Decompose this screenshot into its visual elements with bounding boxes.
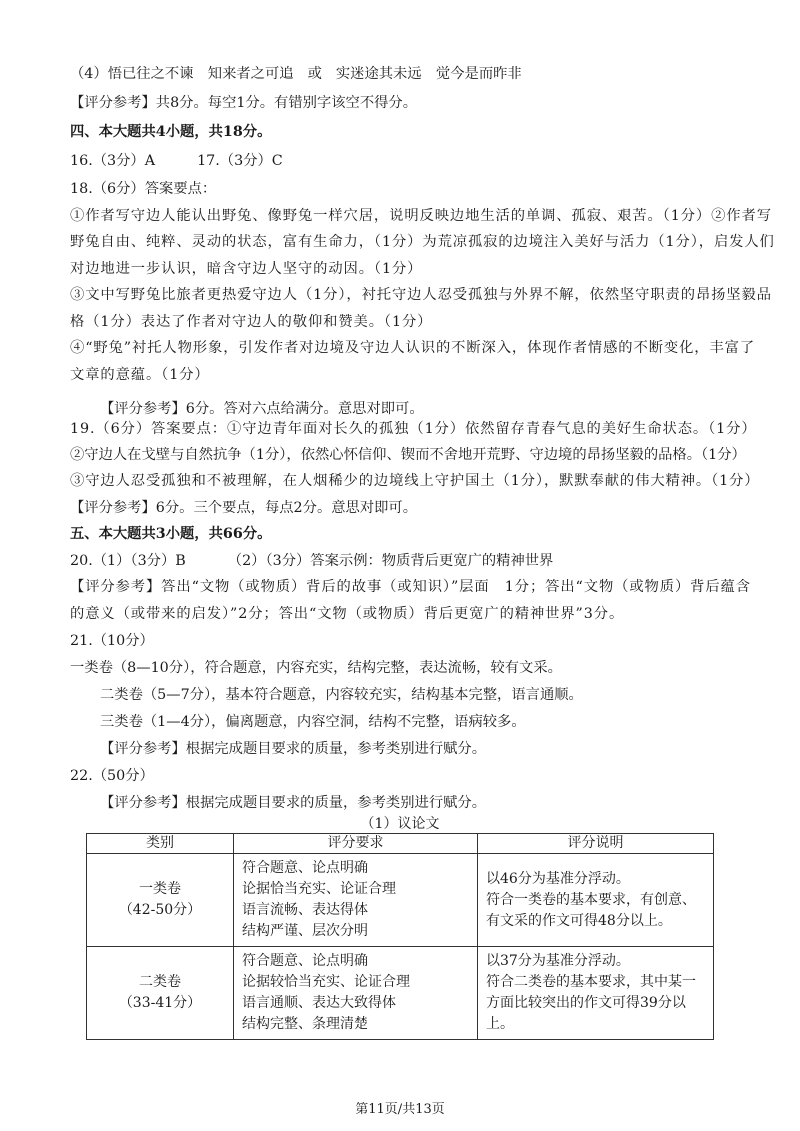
requirement-item: 语言通顺、表达大致得体	[242, 995, 396, 1011]
q19-line: ②守边人在戈壁与自然抗争（1分），依然心怀信仰、锲而不舍地开荒野、守边境的昂扬坚毅的品格。（1分）	[70, 447, 746, 463]
q20-scoring-note: 的意义（或带来的启发）”2分；答出“文物（或物质）背后更宽广的精神世界”3分。	[70, 606, 625, 622]
note-line: 以46分为基准分浮动。	[486, 870, 630, 887]
notes-cell	[478, 854, 714, 947]
column-header-requirements: 评分要求	[234, 834, 478, 854]
category-name: 二类卷	[139, 974, 181, 990]
section-5-title: 五、本大题共3小题，共66分。	[70, 526, 272, 542]
note-line: 以37分为基准分浮动。	[486, 953, 630, 969]
table-row	[87, 854, 714, 947]
q15-4-second-pair: 实迷途其未远 觉今是而昨非	[335, 66, 522, 82]
note-line: 有文采的作文可得48分以上。	[486, 912, 672, 929]
q15-4-or: 或	[307, 66, 322, 82]
q18-point-line: 格（1分）表达了作者对守边人的敬仰和赞美。（1分）	[70, 314, 433, 330]
q21-grade-line: 一类卷（8—10分），符合题意，内容充实，结构完整，表达流畅，较有文采。	[70, 660, 562, 676]
requirements-cell	[234, 947, 478, 1040]
note-line: 上。	[486, 1016, 514, 1032]
q15-4-line	[70, 64, 522, 84]
q18-point-line: 野兔自由、纯粹、灵动的状态，富有生命力，（1分）为荒凉孤寂的边境注入美好与活力（1分），启发人们	[70, 234, 775, 250]
q19-line: 19.（6分）答案要点：①守边青年面对长久的孤独（1分）依然留存青春气息的美好生命状态。（1分）	[70, 421, 757, 437]
q20-part2: （2）（3分）答案示例：物质背后更宽广的精神世界	[227, 553, 554, 569]
q18-heading: 18.（6分）答案要点：	[70, 181, 217, 197]
table-header-row	[87, 834, 714, 854]
q22-scoring-note: 【评分参考】根据完成题目要求的质量，参考类别进行赋分。	[100, 795, 487, 811]
requirement-item: 语言流畅、表达得体	[242, 902, 368, 918]
q18-point-line: ④“野兔”衬托人物形象，引发作者对边境及守边人认识的不断深入，体现作者情感的不断变化，丰富了	[70, 340, 756, 356]
category-range: （42-50分）	[118, 902, 202, 918]
q20-line	[70, 551, 553, 571]
requirement-item: 结构严谨、层次分明	[242, 923, 368, 939]
requirement-item: 符合题意、论点明确	[242, 860, 368, 876]
note-line: 方面比较突出的作文可得39分以	[486, 995, 686, 1011]
grading-table	[86, 833, 714, 1040]
section-4-title: 四、本大题共4小题，共18分。	[70, 124, 272, 140]
q17-answer: 17.（3分）C	[197, 153, 283, 169]
q18-point-line: ①作者写守边人能认出野兔、像野兔一样穴居，说明反映边地生活的单调、孤寂、艰苦。（1分）②作者写	[70, 208, 772, 224]
q15-scoring-note: 【评分参考】共8分。每空1分。有错别字该空不得分。	[70, 95, 418, 111]
requirement-item: 符合题意、论点明确	[242, 953, 368, 969]
q21-heading: 21.（10分）	[70, 633, 154, 649]
category-range: （33-41分）	[118, 995, 202, 1011]
q20-part1: 20.（1）（3分）B	[70, 553, 186, 569]
notes-cell	[478, 947, 714, 1040]
q15-4-first-pair: （4）悟已往之不谏 知来者之可追	[70, 66, 294, 82]
q16-q17-line	[70, 151, 283, 171]
page-number: 第11页/共13页	[355, 1102, 445, 1117]
q18-point-line: 对边地进一步认识，暗含守边人坚守的动因。（1分）	[70, 261, 423, 277]
q16-answer: 16.（3分）A	[70, 153, 156, 169]
requirement-item: 结构完整、条理清楚	[242, 1016, 368, 1032]
table-caption: （1）议论文	[360, 816, 440, 832]
q21-grade-line: 三类卷（1—4分），偏离题意，内容空洞，结构不完整，语病较多。	[100, 714, 526, 730]
q22-heading: 22.（50分）	[70, 768, 154, 784]
q19-scoring-note: 【评分参考】6分。三个要点，每点2分。意思对即可。	[70, 500, 418, 516]
category-cell	[87, 947, 234, 1040]
column-header-notes: 评分说明	[478, 834, 714, 854]
note-line: 符合一类卷的基本要求，有创意、	[486, 891, 696, 908]
q19-line: ③守边人忍受孤独和不被理解，在人烟稀少的边境线上守护国土（1分），默默奉献的伟大精神。（1分）	[70, 473, 760, 489]
note-line: 符合二类卷的基本要求，其中某一	[486, 974, 696, 990]
q18-point-line: 文章的意蕴。（1分）	[70, 367, 210, 383]
q18-point-line: ③文中写野兔比旅者更热爱守边人（1分），衬托守边人忍受孤独与外界不解，依然坚守职责的昂扬坚毅品	[70, 287, 772, 303]
table-row	[87, 947, 714, 1040]
q20-scoring-note: 【评分参考】答出“文物（或物质）背后的故事（或知识）”层面 1分；答出“文物（或物质）背后蕴含	[70, 579, 751, 595]
q18-scoring-note: 【评分参考】6分。答对六点给满分。意思对即可。	[100, 401, 424, 417]
requirements-cell	[234, 854, 478, 947]
q21-scoring-note: 【评分参考】根据完成题目要求的质量，参考类别进行赋分。	[100, 741, 487, 757]
column-header-category: 类别	[87, 834, 234, 854]
requirement-item: 论据较恰当充实、论证合理	[242, 974, 410, 990]
category-name: 一类卷	[139, 881, 181, 897]
requirement-item: 论据恰当充实、论证合理	[242, 881, 396, 897]
q21-grade-line: 二类卷（5—7分），基本符合题意，内容较充实，结构基本完整，语言通顺。	[100, 687, 583, 703]
category-cell	[87, 854, 234, 947]
